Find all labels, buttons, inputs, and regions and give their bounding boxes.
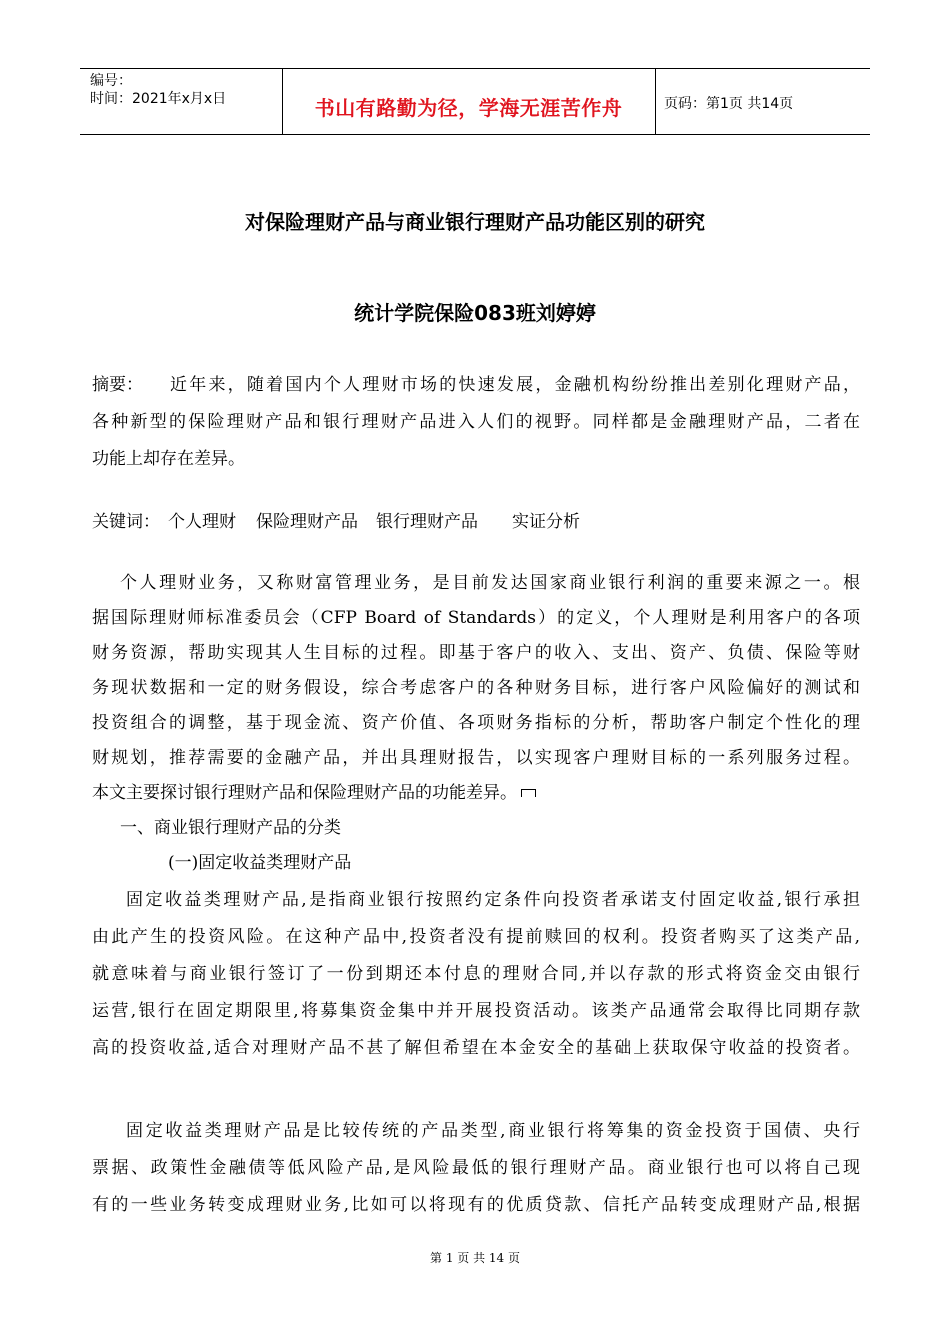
header-bottom-rule: [80, 134, 870, 135]
header-page-info: 页码：第1页 共14页: [664, 96, 794, 112]
header-top-rule: [80, 68, 870, 69]
abstract-line: 近年来，随着国内个人理财市场的快速发展，金融机构纷纷推出差别化理财产品，: [170, 375, 860, 395]
abstract-line: 功能上却存在差异。: [92, 449, 245, 469]
body-line: 有的一些业务转变成理财业务,比如可以将现有的优质贷款、信托产品转变成理财产品,根据: [92, 1195, 860, 1215]
author-line: 统计学院保险083班刘婷婷: [354, 301, 596, 325]
keyword: 银行理财产品: [376, 512, 478, 532]
body-line-text: 本文主要探讨银行理财产品和保险理财产品的功能差异。: [92, 783, 517, 803]
subsection-heading: (一)固定收益类理财产品: [168, 853, 352, 873]
page-footer: 第 1 页 共 14 页: [430, 1251, 520, 1265]
body-line: 固定收益类理财产品是比较传统的产品类型,商业银行将筹集的资金投资于国债、央行: [126, 1121, 860, 1141]
body-line: 就意味着与商业银行签订了一份到期还本付息的理财合同,并以存款的形式将资金交由银行: [92, 964, 860, 984]
body-line: 高的投资收益,适合对理财产品不甚了解但希望在本金安全的基础上获取保守收益的投资者。: [92, 1038, 860, 1058]
body-line: 据国际理财师标准委员会（CFP Board of Standards）的定义，个人理财是利用客户的各项: [92, 608, 860, 628]
body-line: 财务资源，帮助实现其人生目标的过程。即基于客户的收入、支出、资产、负债、保险等财: [92, 643, 860, 663]
body-line-last: [92, 778, 536, 803]
body-line: 务现状数据和一定的财务假设，综合考虑客户的各种财务目标，进行客户风险偏好的测试和: [92, 678, 860, 698]
body-line: 票据、政策性金融债等低风险产品,是风险最低的银行理财产品。商业银行也可以将自己现: [92, 1158, 860, 1178]
header-meta: [90, 72, 226, 108]
footnote-marker: [521, 789, 536, 797]
body-line: 财规划，推荐需要的金融产品，并出具理财报告，以实现客户理财目标的一系列服务过程。: [92, 748, 860, 768]
abstract-label: 摘要：: [92, 375, 143, 395]
body-line: 固定收益类理财产品,是指商业银行按照约定条件向投资者承诺支付固定收益,银行承担: [126, 890, 860, 910]
time-label: 时间：2021年x月x日: [90, 91, 227, 107]
serial-label: 编号：: [90, 73, 132, 89]
abstract-line: 各种新型的保险理财产品和银行理财产品进入人们的视野。同样都是金融理财产品，二者在: [92, 412, 860, 432]
keywords-label: 关键词：: [92, 512, 160, 532]
body-line: 投资组合的调整，基于现金流、资产价值、各项财务指标的分析，帮助客户制定个性化的理: [92, 713, 860, 733]
body-line: 个人理财业务，又称财富管理业务，是目前发达国家商业银行利润的重要来源之一。根: [120, 573, 860, 593]
body-line: 由此产生的投资风险。在这种产品中,投资者没有提前赎回的权利。投资者购买了这类产品,: [92, 927, 860, 947]
document-title: 对保险理财产品与商业银行理财产品功能区别的研究: [245, 210, 705, 234]
body-line: 运营,银行在固定期限里,将募集资金集中并开展投资活动。该类产品通常会取得比同期存款: [92, 1001, 860, 1021]
header-divider-right: [655, 68, 656, 135]
section-heading: 一、商业银行理财产品的分类: [120, 818, 341, 838]
keyword: 实证分析: [512, 512, 580, 532]
keyword: 个人理财: [168, 512, 236, 532]
keyword: 保险理财产品: [256, 512, 358, 532]
header-motto: 书山有路勤为径，学海无涯苦作舟: [314, 96, 623, 120]
